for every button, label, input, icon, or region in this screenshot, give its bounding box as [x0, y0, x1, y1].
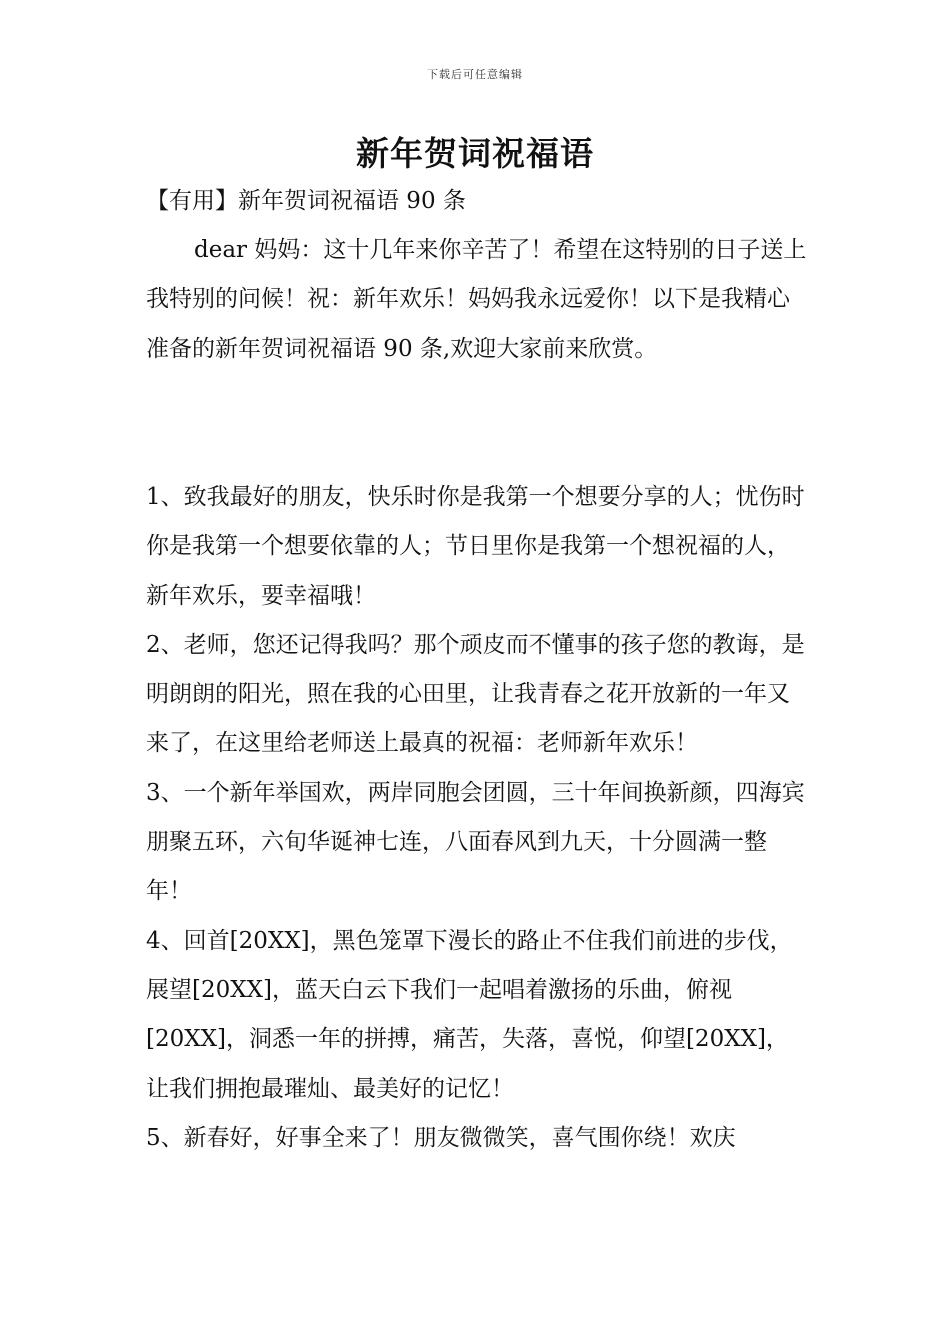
list-item: 1、致我最好的朋友，快乐时你是我第一个想要分享的人；忧伤时你是我第一个想要依靠的人；节日里你是我第一个想祝福的人，新年欢乐，要幸福哦！	[146, 484, 805, 609]
blessing-list	[146, 473, 810, 1163]
document-subtitle: 【有用】新年贺词祝福语 90 条	[146, 188, 466, 214]
list-item: 4、回首[20XX]，黑色笼罩下漫长的路止不住我们前进的步伐，展望[20XX]，蓝天白云下我们一起唱着激扬的乐曲，俯视[20XX]，洞悉一年的拼搏，痛苦，失落，喜悦，仰望[20XX]，让我们拥抱最璀灿、最美好的记忆！	[146, 927, 793, 1102]
intro-paragraph: dear 妈妈：这十几年来你辛苦了！希望在这特别的日子送上我特别的问候！祝：新年欢乐！妈妈我永远爱你！以下是我精心准备的新年贺词祝福语 90 条,欢迎大家前来欣赏。	[146, 237, 807, 362]
list-item: 2、老师，您还记得我吗？那个顽皮而不懂事的孩子您的教诲，是明朗朗的阳光，照在我的心田里，让我青春之花开放新的一年又来了，在这里给老师送上最真的祝福：老师新年欢乐！	[146, 631, 805, 757]
list-item: 3、一个新年举国欢，两岸同胞会团圆，三十年间换新颜，四海宾朋聚五环，六旬华诞神七连，八面春风到九天，十分圆满一整年！	[146, 779, 805, 905]
document-title: 新年贺词祝福语	[356, 134, 594, 173]
list-item: 5、新春好，好事全来了！朋友微微笑，喜气围你绕！欢庆	[146, 1124, 736, 1151]
header-note: 下载后可任意编辑	[427, 68, 523, 81]
